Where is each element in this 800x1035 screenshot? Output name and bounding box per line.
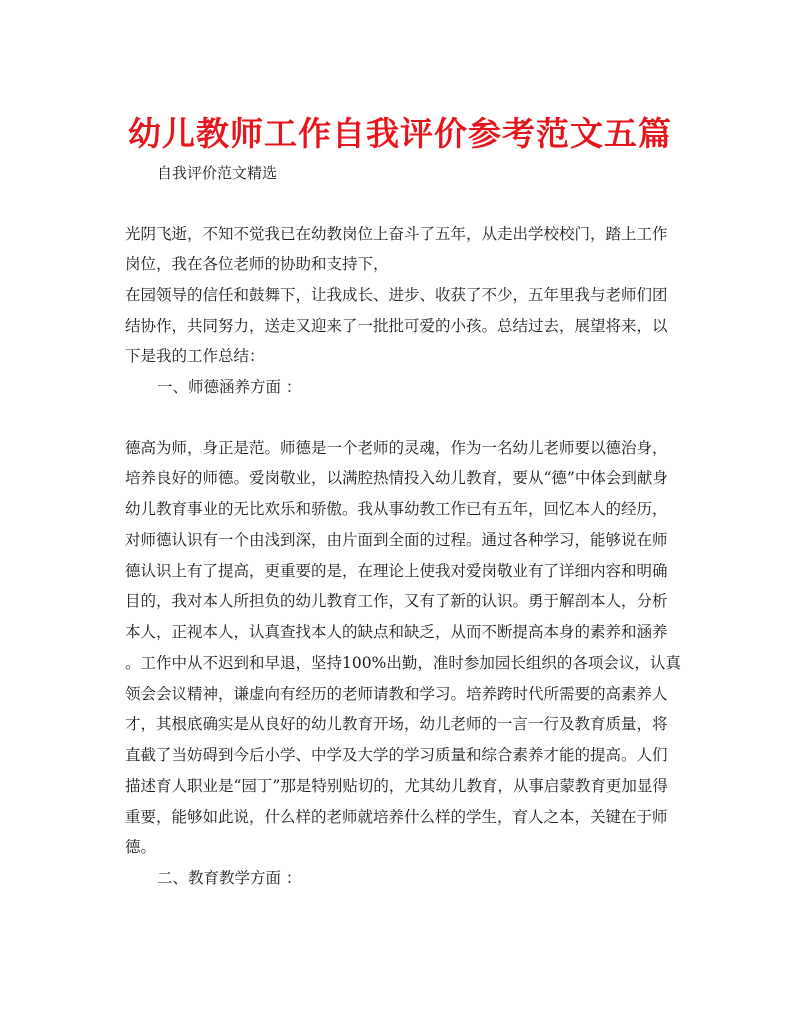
paragraph-line: 在园领导的信任和鼓舞下，让我成长、进步、收获了不少，五年里我与老师们团 [125,286,668,304]
paragraph-line: 德认识上有了提高，更重要的是，在理论上使我对爱岗敬业有了详细内容和明确 [125,562,668,580]
paragraph-line: 直截了当妨碍到今后小学、中学及大学的学习质量和综合素养才能的提高。人们 [125,746,668,764]
paragraph-line: 培养良好的师德。爱岗敬业，以满腔热情投入幼儿教育，要从“德”中体会到献身 [125,469,668,487]
paragraph-line: 德。 [125,838,157,856]
section-heading: 二、教育教学方面 ： [157,869,302,887]
paragraph-line: 光阴飞逝，不知不觉我已在幼教岗位上奋斗了五年，从走出学校校门，踏上工作 [125,225,668,243]
paragraph-line: 目的，我对本人所担负的幼儿教育工作，又有了新的认识。勇于解剖本人，分析 [125,592,668,610]
paragraph-line: 领会会议精神，谦虚向有经历的老师请教和学习。培养跨时代所需要的高素养人 [125,685,668,703]
paragraph-line: 本人，正视本人，认真查找本人的缺点和缺乏，从而不断提高本身的素养和涵养 [125,623,668,641]
section-heading: 一、师德涵养方面 ： [157,378,302,396]
paragraph-line: 才，其根底确实是从良好的幼儿教育开场，幼儿老师的一言一行及教育质量，将 [125,715,668,733]
paragraph-line: 描述育人职业是“园丁”那是特别贴切的，尤其幼儿教育，从事启蒙教育更加显得 [125,777,668,795]
paragraph-line: 对师德认识有一个由浅到深，由片面到全面的过程。通过各种学习，能够说在师 [125,531,668,549]
paragraph-line: 结协作，共同努力，送走又迎来了一批批可爱的小孩。总结过去，展望将来，以 [125,317,668,335]
paragraph-line: 。工作中从不迟到和早退，坚持100%出勤，准时参加园长组织的各项会议，认真 [125,654,681,672]
document-subtitle: 自我评价范文精选 [157,164,278,182]
paragraph-line: 德高为师，身正是范。师德是一个老师的灵魂，作为一名幼儿老师要以德治身， [125,439,668,457]
paragraph-line: 幼儿教育事业的无比欢乐和骄傲。我从事幼教工作已有五年，回忆本人的经历， [125,500,668,518]
paragraph-line: 下是我的工作总结： [125,347,265,365]
paragraph-line: 岗位，我在各位老师的协助和支持下， [125,255,389,273]
document-title: 幼儿教师工作自我评价参考范文五篇 [128,114,672,153]
paragraph-line: 重要，能够如此说，什么样的老师就培养什么样的学生，育人之本，关键在于师 [125,808,668,826]
